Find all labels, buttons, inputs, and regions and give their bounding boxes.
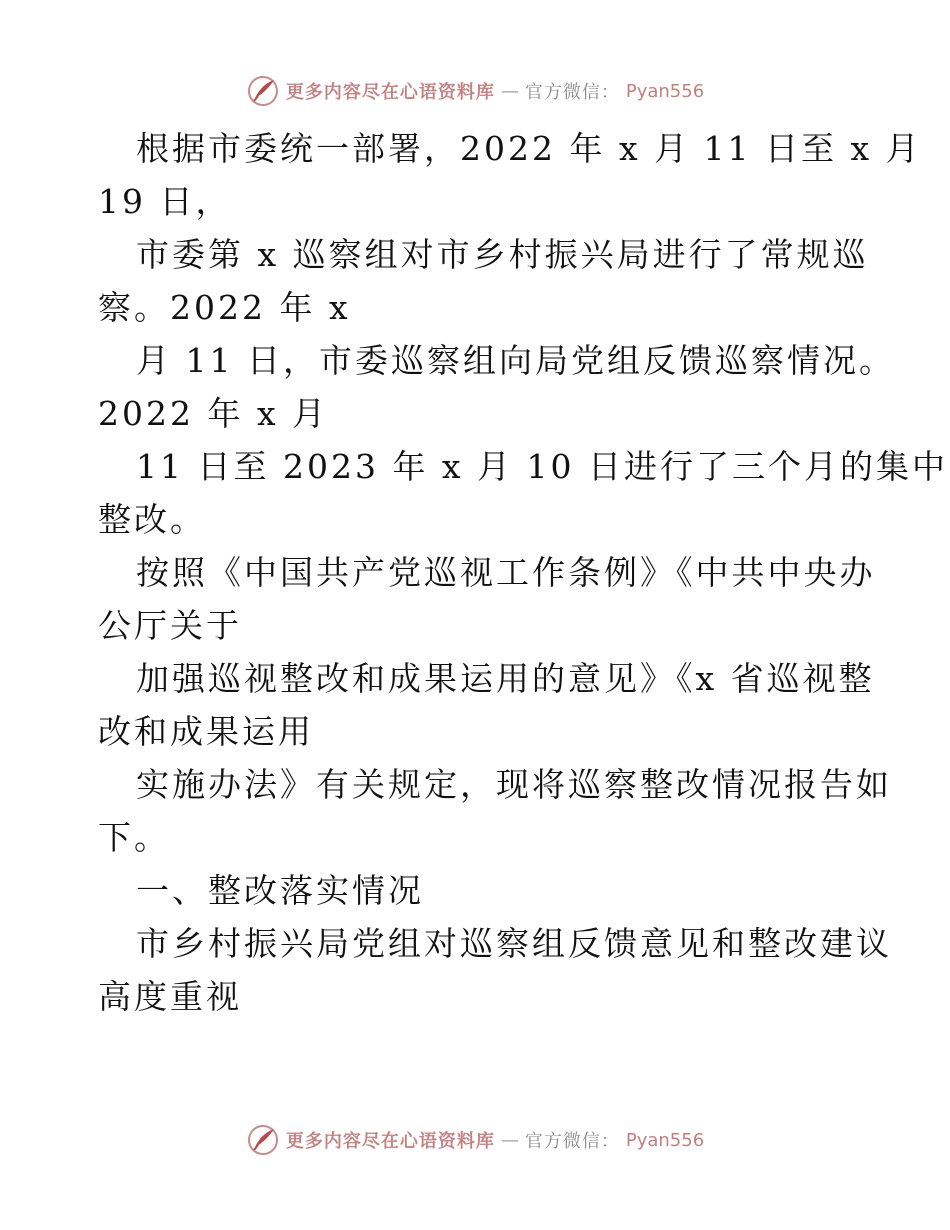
text-line: 下。 bbox=[98, 818, 170, 857]
text-line: 月 11 日，市委巡察组向局党组反馈巡察情况。 bbox=[136, 341, 895, 380]
watermark-wechat-id: Pyan556 bbox=[625, 1129, 705, 1151]
document-body bbox=[98, 122, 949, 1023]
text-line: 整改。 bbox=[98, 500, 206, 539]
watermark-main-text: 更多内容尽在心语资料库 bbox=[285, 1131, 495, 1152]
text-line: 11 日至 2023 年 x 月 10 日进行了三个月的集中 bbox=[136, 447, 949, 486]
text-line: 市委第 x 巡察组对市乡村振兴局进行了常规巡 bbox=[136, 235, 869, 274]
text-line: 2022 年 x 月 bbox=[98, 394, 329, 433]
feather-pen-icon bbox=[246, 74, 280, 108]
watermark-separator: — bbox=[500, 1129, 519, 1151]
watermark-wechat-label: 官方微信： bbox=[524, 82, 620, 103]
text-line: 高度重视 bbox=[98, 977, 242, 1016]
text-line: 19 日， bbox=[98, 182, 232, 221]
header-watermark bbox=[0, 71, 950, 111]
text-line: 市乡村振兴局党组对巡察组反馈意见和整改建议 bbox=[136, 924, 892, 963]
feather-pen-icon bbox=[246, 1123, 280, 1157]
watermark-wechat-label: 官方微信： bbox=[524, 1131, 620, 1152]
text-line: 察。2022 年 x bbox=[98, 288, 351, 327]
watermark-separator: — bbox=[500, 80, 519, 102]
watermark-wechat-id: Pyan556 bbox=[625, 80, 705, 102]
text-line: 加强巡视整改和成果运用的意见》《x 省巡视整 bbox=[136, 659, 875, 698]
text-line: 改和成果运用 bbox=[98, 712, 314, 751]
text-line: 实施办法》有关规定，现将巡察整改情况报告如 bbox=[136, 765, 892, 804]
watermark-main-text: 更多内容尽在心语资料库 bbox=[285, 82, 495, 103]
footer-watermark bbox=[0, 1120, 950, 1160]
section-heading: 一、整改落实情况 bbox=[136, 871, 424, 910]
text-line: 公厅关于 bbox=[98, 606, 242, 645]
text-line: 根据市委统一部署，2022 年 x 月 11 日至 x 月 bbox=[136, 129, 922, 168]
text-line: 按照《中国共产党巡视工作条例》《中共中央办 bbox=[136, 553, 876, 592]
